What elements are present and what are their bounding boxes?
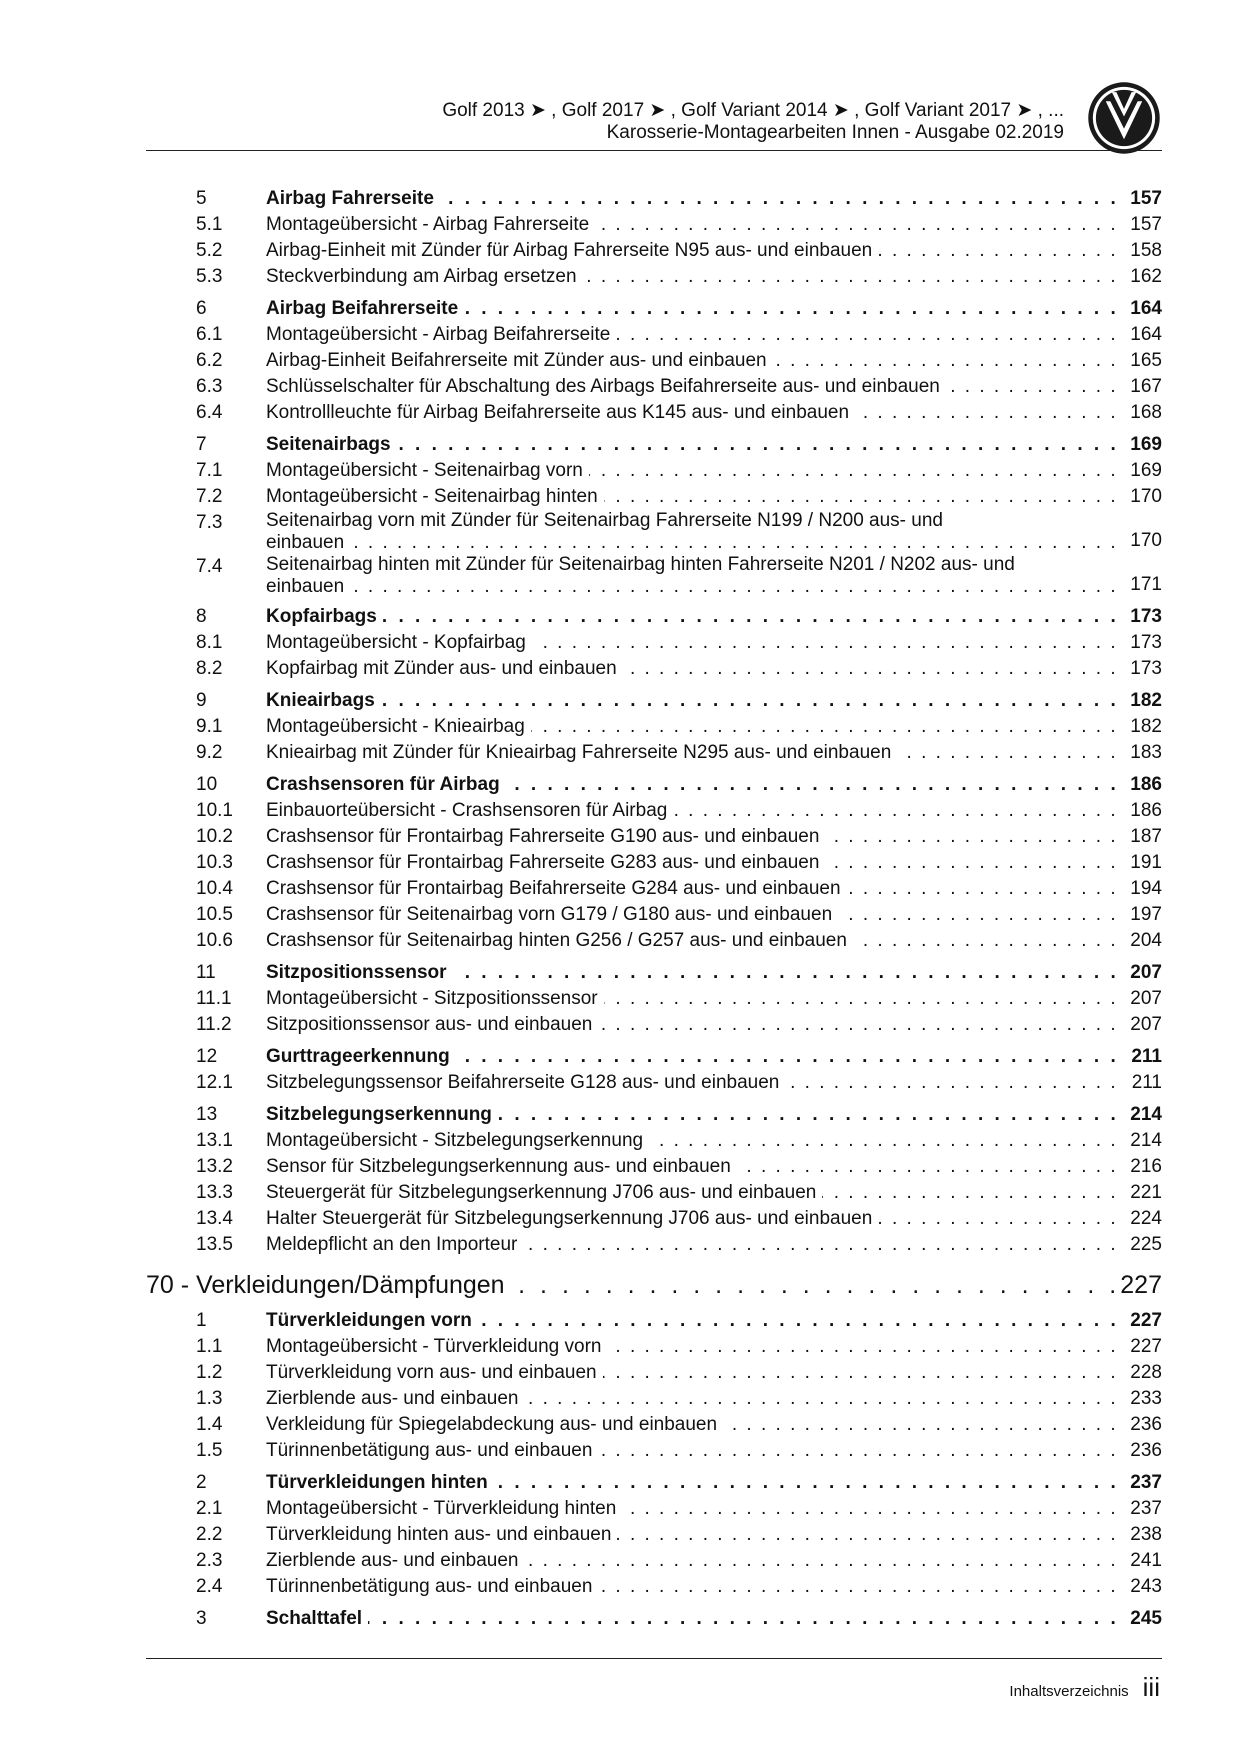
toc-entry[interactable] [146,1128,1162,1154]
toc-entry-title-text: Montageübersicht - Airbag Beifahrerseite [266,324,616,345]
toc-entry-page: 197 [1130,904,1162,925]
toc-entry[interactable] [146,1154,1162,1180]
toc-entry-page: 228 [1130,1362,1162,1383]
toc-entry-title-text: Verkleidung für Spiegelabdeckung aus- und einbauen [266,1414,723,1435]
toc-entry-title-text: Crashsensoren für Airbag [266,774,506,795]
toc-entry-number: 11.2 [196,1014,232,1035]
toc-entry[interactable] [146,1548,1162,1574]
toc-entry-title [266,554,1118,598]
toc-section-heading[interactable] [146,1268,1162,1302]
toc-entry-number: 2.3 [196,1550,223,1571]
toc-entry[interactable] [146,1360,1162,1386]
toc-entry-number: 2.1 [196,1498,223,1519]
toc-entry-title [266,374,1118,400]
toc-entry-page: 170 [1130,486,1162,507]
toc-entry-number: 10.3 [196,852,233,873]
toc-entry-number: 10.4 [196,878,233,899]
toc-entry-title-text: Meldepflicht an den Importeur [266,1234,523,1255]
toc-entry-number: 2 [196,1472,207,1493]
toc-entry-title-text: Kopfairbags [266,606,383,627]
toc-entry-title [266,1070,1118,1096]
toc-entry-title [266,1470,1118,1496]
toc-entry-title [266,1574,1118,1600]
toc-entry-number: 1.2 [196,1362,223,1383]
toc-entry-page: 168 [1130,402,1162,423]
toc-entry-number: 6.3 [196,376,223,397]
toc-entry[interactable] [146,554,1162,598]
toc-entry[interactable] [146,902,1162,928]
toc-entry-page: 164 [1130,324,1162,345]
toc-entry-title [266,400,1118,426]
toc-entry-title-text: Türinnenbetätigung aus- und einbauen [266,1440,598,1461]
toc-entry-title [266,604,1118,630]
toc-entry-number: 10 [196,774,218,795]
toc-entry-number: 11 [196,962,216,983]
toc-entry-title-text: Montageübersicht - Seitenairbag vorn [266,460,589,481]
toc-entry-title [266,1360,1118,1386]
toc-entry-page: 182 [1130,716,1162,737]
toc-entry-title-text: Airbag Beifahrerseite [266,298,464,319]
toc-entry-page: 233 [1130,1388,1162,1409]
toc-entry-title-text: Crashsensor für Frontairbag Fahrerseite G283 aus- und einbauen [266,852,825,873]
toc-entry-title [266,1438,1118,1464]
toc-entry-title-text: Gurttrageerkennung [266,1046,456,1067]
toc-entry-title-text: Montageübersicht - Sitzbelegungserkennung [266,1130,649,1151]
toc-entry-title-text: Airbag Fahrerseite [266,188,440,209]
toc-chapter-entry[interactable] [146,1044,1162,1070]
toc-entry-number: 13.4 [196,1208,233,1229]
toc-entry-page: 236 [1130,1414,1162,1435]
toc-entry[interactable] [146,458,1162,484]
toc-entry[interactable] [146,1386,1162,1412]
toc-entry-number: 6.4 [196,402,223,423]
toc-entry-number: 1.4 [196,1414,223,1435]
toc-entry-title-text: Sitzbelegungssensor Beifahrerseite G128 aus- und einbauen [266,1072,785,1093]
toc-entry-title [266,688,1118,714]
toc-entry-page: 173 [1130,632,1162,653]
toc-entry-title [266,1154,1118,1180]
toc-entry-title [266,296,1118,322]
toc-entry-title [266,714,1118,740]
toc-entry-page: 158 [1130,240,1162,261]
toc-entry-title-text: Seitenairbags [266,434,397,455]
toc-entry-number: 7 [196,434,207,455]
toc-entry-number: 1.3 [196,1388,223,1409]
toc-chapter-entry[interactable] [146,432,1162,458]
toc-entry-number: 13.5 [196,1234,233,1255]
toc-entry-title [266,484,1118,510]
toc-chapter-entry[interactable] [146,1606,1162,1632]
toc-entry-title [266,1044,1118,1070]
toc-entry-title [266,986,1118,1012]
toc-entry[interactable] [146,1522,1162,1548]
toc-entry-page: 204 [1130,930,1162,951]
toc-entry-title [266,630,1118,656]
toc-entry[interactable] [146,714,1162,740]
toc-entry-title [266,824,1118,850]
toc-entry-title [266,798,1118,824]
toc-entry-title [266,1334,1118,1360]
toc-entry-page: 236 [1130,1440,1162,1461]
toc-chapter-entry[interactable] [146,1308,1162,1334]
toc-entry[interactable] [146,238,1162,264]
toc-entry[interactable] [146,484,1162,510]
toc-entry[interactable] [146,1438,1162,1464]
toc-entry[interactable] [146,798,1162,824]
toc-entry[interactable] [146,850,1162,876]
toc-entry-title-text: Montageübersicht - Sitzpositionssensor [266,988,604,1009]
toc-entry[interactable] [146,1180,1162,1206]
toc-entry-title-text: Steuergerät für Sitzbelegungserkennung J706 aus- und einbauen [266,1182,822,1203]
footer-rule [146,1658,1162,1659]
toc-entry-page: 173 [1130,658,1162,679]
toc-entry[interactable] [146,1334,1162,1360]
toc-entry-title [266,1308,1118,1334]
toc-entry-number: 7.1 [196,460,223,481]
toc-entry-title [266,1522,1118,1548]
toc-entry-title [266,510,1118,554]
toc-entry-number: 6.2 [196,350,223,371]
toc-entry-title-line2-text: einbauen [266,532,350,553]
toc-entry[interactable] [146,348,1162,374]
toc-entry-title [266,1102,1118,1128]
toc-entry-title-text: 70 - Verkleidungen/Dämpfungen [146,1271,511,1299]
toc-entry-number: 3 [196,1608,207,1629]
toc-entry-title [266,1548,1118,1574]
toc-entry-number: 13.2 [196,1156,233,1177]
toc-entry-number: 10.2 [196,826,233,847]
toc-entry-title-text: Airbag-Einheit mit Zünder für Airbag Fahrerseite N95 aus- und einbauen [266,240,878,261]
toc-chapter-entry[interactable] [146,772,1162,798]
toc-entry-title [266,432,1118,458]
toc-entry-page: 164 [1130,298,1162,319]
toc-entry-page: 167 [1130,376,1162,397]
toc-entry-title-text: Crashsensor für Frontairbag Fahrerseite G190 aus- und einbauen [266,826,825,847]
toc-entry-number: 2.4 [196,1576,223,1597]
toc-entry-title-text: Crashsensor für Seitenairbag vorn G179 / G180 aus- und einbauen [266,904,838,925]
toc-entry-page: 216 [1130,1156,1162,1177]
toc-entry-title-text: Airbag-Einheit Beifahrerseite mit Zünder aus- und einbauen [266,350,773,371]
toc-entry-title-text: Montageübersicht - Türverkleidung hinten [266,1498,622,1519]
toc-entry-page: 214 [1130,1130,1162,1151]
toc-entry-title-text: Einbauorteübersicht - Crashsensoren für Airbag [266,800,673,821]
toc-entry-title [266,238,1118,264]
toc-entry-title-text: Türverkleidung vorn aus- und einbauen [266,1362,603,1383]
toc-chapter-entry[interactable] [146,1470,1162,1496]
toc-entry-number: 10.6 [196,930,233,951]
toc-entry-title [266,876,1118,902]
toc-entry-title [266,458,1118,484]
toc-entry-title-text: Türinnenbetätigung aus- und einbauen [266,1576,598,1597]
table-of-contents [146,180,1162,1632]
toc-entry-title [266,850,1118,876]
toc-entry-title-line1: Seitenairbag hinten mit Zünder für Seitenairbag hinten Fahrerseite N201 / N202 aus- und [266,554,1015,575]
toc-entry-number: 7.2 [196,486,223,507]
toc-entry-title-text: Sitzpositionssensor aus- und einbauen [266,1014,598,1035]
vw-logo-icon [1086,80,1162,156]
toc-entry-number: 11.1 [196,988,232,1009]
toc-entry[interactable] [146,1574,1162,1600]
toc-entry-title-text: Montageübersicht - Knieairbag [266,716,531,737]
toc-entry-title-text: Zierblende aus- und einbauen [266,1388,524,1409]
toc-entry-title-text: Schalttafel [266,1608,368,1629]
toc-entry-number: 6.1 [196,324,223,345]
toc-entry-title-text: Steckverbindung am Airbag ersetzen [266,266,583,287]
toc-entry-title-line2 [266,576,1118,598]
toc-entry-number: 9.2 [196,742,223,763]
toc-entry-title-text: Montageübersicht - Seitenairbag hinten [266,486,604,507]
toc-entry-page: 207 [1130,1014,1162,1035]
toc-entry-title-text: Montageübersicht - Türverkleidung vorn [266,1336,608,1357]
toc-entry-title [266,656,1118,682]
toc-entry-number: 1.5 [196,1440,223,1461]
toc-entry-number: 5.3 [196,266,223,287]
toc-entry-title [266,1386,1118,1412]
toc-entry-title [266,1012,1118,1038]
toc-entry[interactable] [146,322,1162,348]
toc-entry[interactable] [146,374,1162,400]
toc-entry-title-text: Sensor für Sitzbelegungserkennung aus- und einbauen [266,1156,737,1177]
toc-entry-page: 157 [1130,188,1162,209]
toc-entry-number: 12.1 [196,1072,233,1093]
toc-entry-title [266,1180,1118,1206]
toc-entry-page: 245 [1130,1608,1162,1629]
toc-entry-number: 7.3 [196,512,223,533]
toc-entry-number: 8.2 [196,658,223,679]
toc-entry-page: 191 [1130,852,1162,873]
toc-entry-page: 207 [1130,988,1162,1009]
toc-entry-page: 157 [1130,214,1162,235]
toc-entry-number: 13.1 [196,1130,233,1151]
toc-entry-title-text: Knieairbag mit Zünder für Knieairbag Fahrerseite N295 aus- und einbauen [266,742,897,763]
toc-entry-number: 12 [196,1046,218,1067]
toc-entry-number: 8.1 [196,632,223,653]
toc-entry[interactable] [146,510,1162,554]
toc-entry-title-text: Montageübersicht - Kopfairbag [266,632,532,653]
toc-entry-title-text: Knieairbags [266,690,381,711]
toc-entry-number: 13.3 [196,1182,233,1203]
toc-entry-number: 5.2 [196,240,223,261]
toc-chapter-entry[interactable] [146,186,1162,212]
toc-entry-number: 5 [196,188,207,209]
toc-entry-page: 171 [1130,574,1162,595]
toc-entry-page: 221 [1130,1182,1162,1203]
toc-entry-title [266,264,1118,290]
document-header [442,100,1064,144]
toc-entry-title-line2-text: einbauen [266,576,350,597]
toc-entry-title-line2 [266,532,1118,554]
toc-entry[interactable] [146,1232,1162,1258]
toc-entry-title [266,1606,1118,1632]
toc-entry[interactable] [146,824,1162,850]
toc-chapter-entry[interactable] [146,960,1162,986]
toc-entry-title-text: Kontrollleuchte für Airbag Beifahrerseite aus K145 aus- und einbauen [266,402,855,423]
toc-entry-page: 237 [1130,1472,1162,1493]
toc-entry[interactable] [146,1496,1162,1522]
toc-entry[interactable] [146,986,1162,1012]
toc-entry-number: 2.2 [196,1524,223,1545]
toc-entry[interactable] [146,740,1162,766]
toc-entry-page: 183 [1130,742,1162,763]
toc-entry-title [266,1206,1118,1232]
toc-entry-page: 211 [1131,1072,1162,1093]
toc-entry-page: 227 [1130,1336,1162,1357]
toc-entry-number: 1.1 [196,1336,223,1357]
toc-chapter-entry[interactable] [146,296,1162,322]
toc-entry-title-text: Montageübersicht - Airbag Fahrerseite [266,214,595,235]
toc-entry-number: 9 [196,690,207,711]
toc-entry-page: 238 [1130,1524,1162,1545]
toc-entry-title [266,322,1118,348]
toc-entry[interactable] [146,212,1162,238]
toc-entry-title-text: Crashsensor für Seitenairbag hinten G256 / G257 aus- und einbauen [266,930,853,951]
toc-entry[interactable] [146,928,1162,954]
toc-entry-page: 182 [1130,690,1162,711]
toc-entry[interactable] [146,656,1162,682]
toc-entry-title [146,1268,1118,1302]
toc-entry-number: 6 [196,298,207,319]
toc-entry-title [266,348,1118,374]
toc-entry-title-text: Schlüsselschalter für Abschaltung des Airbags Beifahrerseite aus- und einbauen [266,376,946,397]
toc-entry-page: 227 [1120,1271,1162,1299]
toc-entry-number: 13 [196,1104,218,1125]
toc-entry-number: 5.1 [196,214,223,235]
toc-entry-page: 165 [1130,350,1162,371]
toc-entry-page: 224 [1130,1208,1162,1229]
toc-entry-title-text: Halter Steuergerät für Sitzbelegungserkennung J706 aus- und einbauen [266,1208,878,1229]
toc-entry-title-text: Sitzpositionssensor [266,962,453,983]
toc-entry-number: 8 [196,606,207,627]
toc-entry-page: 187 [1130,826,1162,847]
toc-entry-title-text: Kopfairbag mit Zünder aus- und einbauen [266,658,623,679]
toc-entry-page: 173 [1130,606,1162,627]
toc-entry-title [266,772,1118,798]
toc-entry-number: 7.4 [196,556,223,577]
toc-entry[interactable] [146,1012,1162,1038]
toc-entry[interactable] [146,400,1162,426]
toc-entry-number: 10.5 [196,904,233,925]
header-rule [146,150,1162,151]
toc-entry-title-text: Türverkleidungen hinten [266,1472,494,1493]
toc-entry-page: 211 [1131,1046,1162,1067]
toc-entry[interactable] [146,264,1162,290]
toc-entry-title [266,1232,1118,1258]
toc-entry-page: 169 [1130,434,1162,455]
header-edition-line: Karosserie-Montagearbeiten Innen - Ausgabe 02.2019 [606,122,1064,143]
toc-entry-number: 10.1 [196,800,233,821]
toc-entry-title [266,1412,1118,1438]
toc-entry-page: 227 [1130,1310,1162,1331]
page-footer [1009,1672,1160,1703]
toc-entry-page: 214 [1130,1104,1162,1125]
toc-entry-page: 169 [1130,460,1162,481]
toc-chapter-entry[interactable] [146,1102,1162,1128]
toc-entry[interactable] [146,1206,1162,1232]
toc-entry-title-text: Türverkleidungen vorn [266,1310,478,1331]
toc-entry-page: 237 [1130,1498,1162,1519]
toc-entry-title [266,186,1118,212]
toc-entry[interactable] [146,876,1162,902]
toc-entry-page: 186 [1130,774,1162,795]
toc-chapter-entry[interactable] [146,688,1162,714]
toc-entry-title-text: Türverkleidung hinten aus- und einbauen [266,1524,617,1545]
toc-entry-page: 225 [1130,1234,1162,1255]
toc-entry-page: 186 [1130,800,1162,821]
toc-entry[interactable] [146,1412,1162,1438]
toc-entry-title-line1: Seitenairbag vorn mit Zünder für Seitenairbag Fahrerseite N199 / N200 aus- und [266,510,943,531]
toc-entry-page: 207 [1130,962,1162,983]
page-number: iii [1142,1672,1160,1702]
toc-entry-title-text: Zierblende aus- und einbauen [266,1550,524,1571]
header-vehicle-line: Golf 2013 ➤ , Golf 2017 ➤ , Golf Variant 2014 ➤ , Golf Variant 2017 ➤ , ... [442,100,1064,121]
toc-entry-number: 1 [196,1310,207,1331]
toc-entry-title [266,1496,1118,1522]
toc-entry-page: 170 [1130,530,1162,551]
toc-entry-number: 9.1 [196,716,223,737]
toc-entry-page: 162 [1130,266,1162,287]
toc-entry-page: 241 [1130,1550,1162,1571]
toc-entry-page: 243 [1130,1576,1162,1597]
toc-entry-title-text: Sitzbelegungserkennung [266,1104,498,1125]
toc-entry-title [266,212,1118,238]
toc-entry-title-text: Crashsensor für Frontairbag Beifahrerseite G284 aus- und einbauen [266,878,847,899]
toc-chapter-entry[interactable] [146,604,1162,630]
toc-entry-title [266,902,1118,928]
toc-entry-title [266,1128,1118,1154]
footer-label: Inhaltsverzeichnis [1009,1683,1129,1700]
toc-entry[interactable] [146,630,1162,656]
toc-entry[interactable] [146,1070,1162,1096]
toc-entry-page: 194 [1130,878,1162,899]
toc-entry-title [266,928,1118,954]
toc-entry-title [266,960,1118,986]
toc-entry-title [266,740,1118,766]
